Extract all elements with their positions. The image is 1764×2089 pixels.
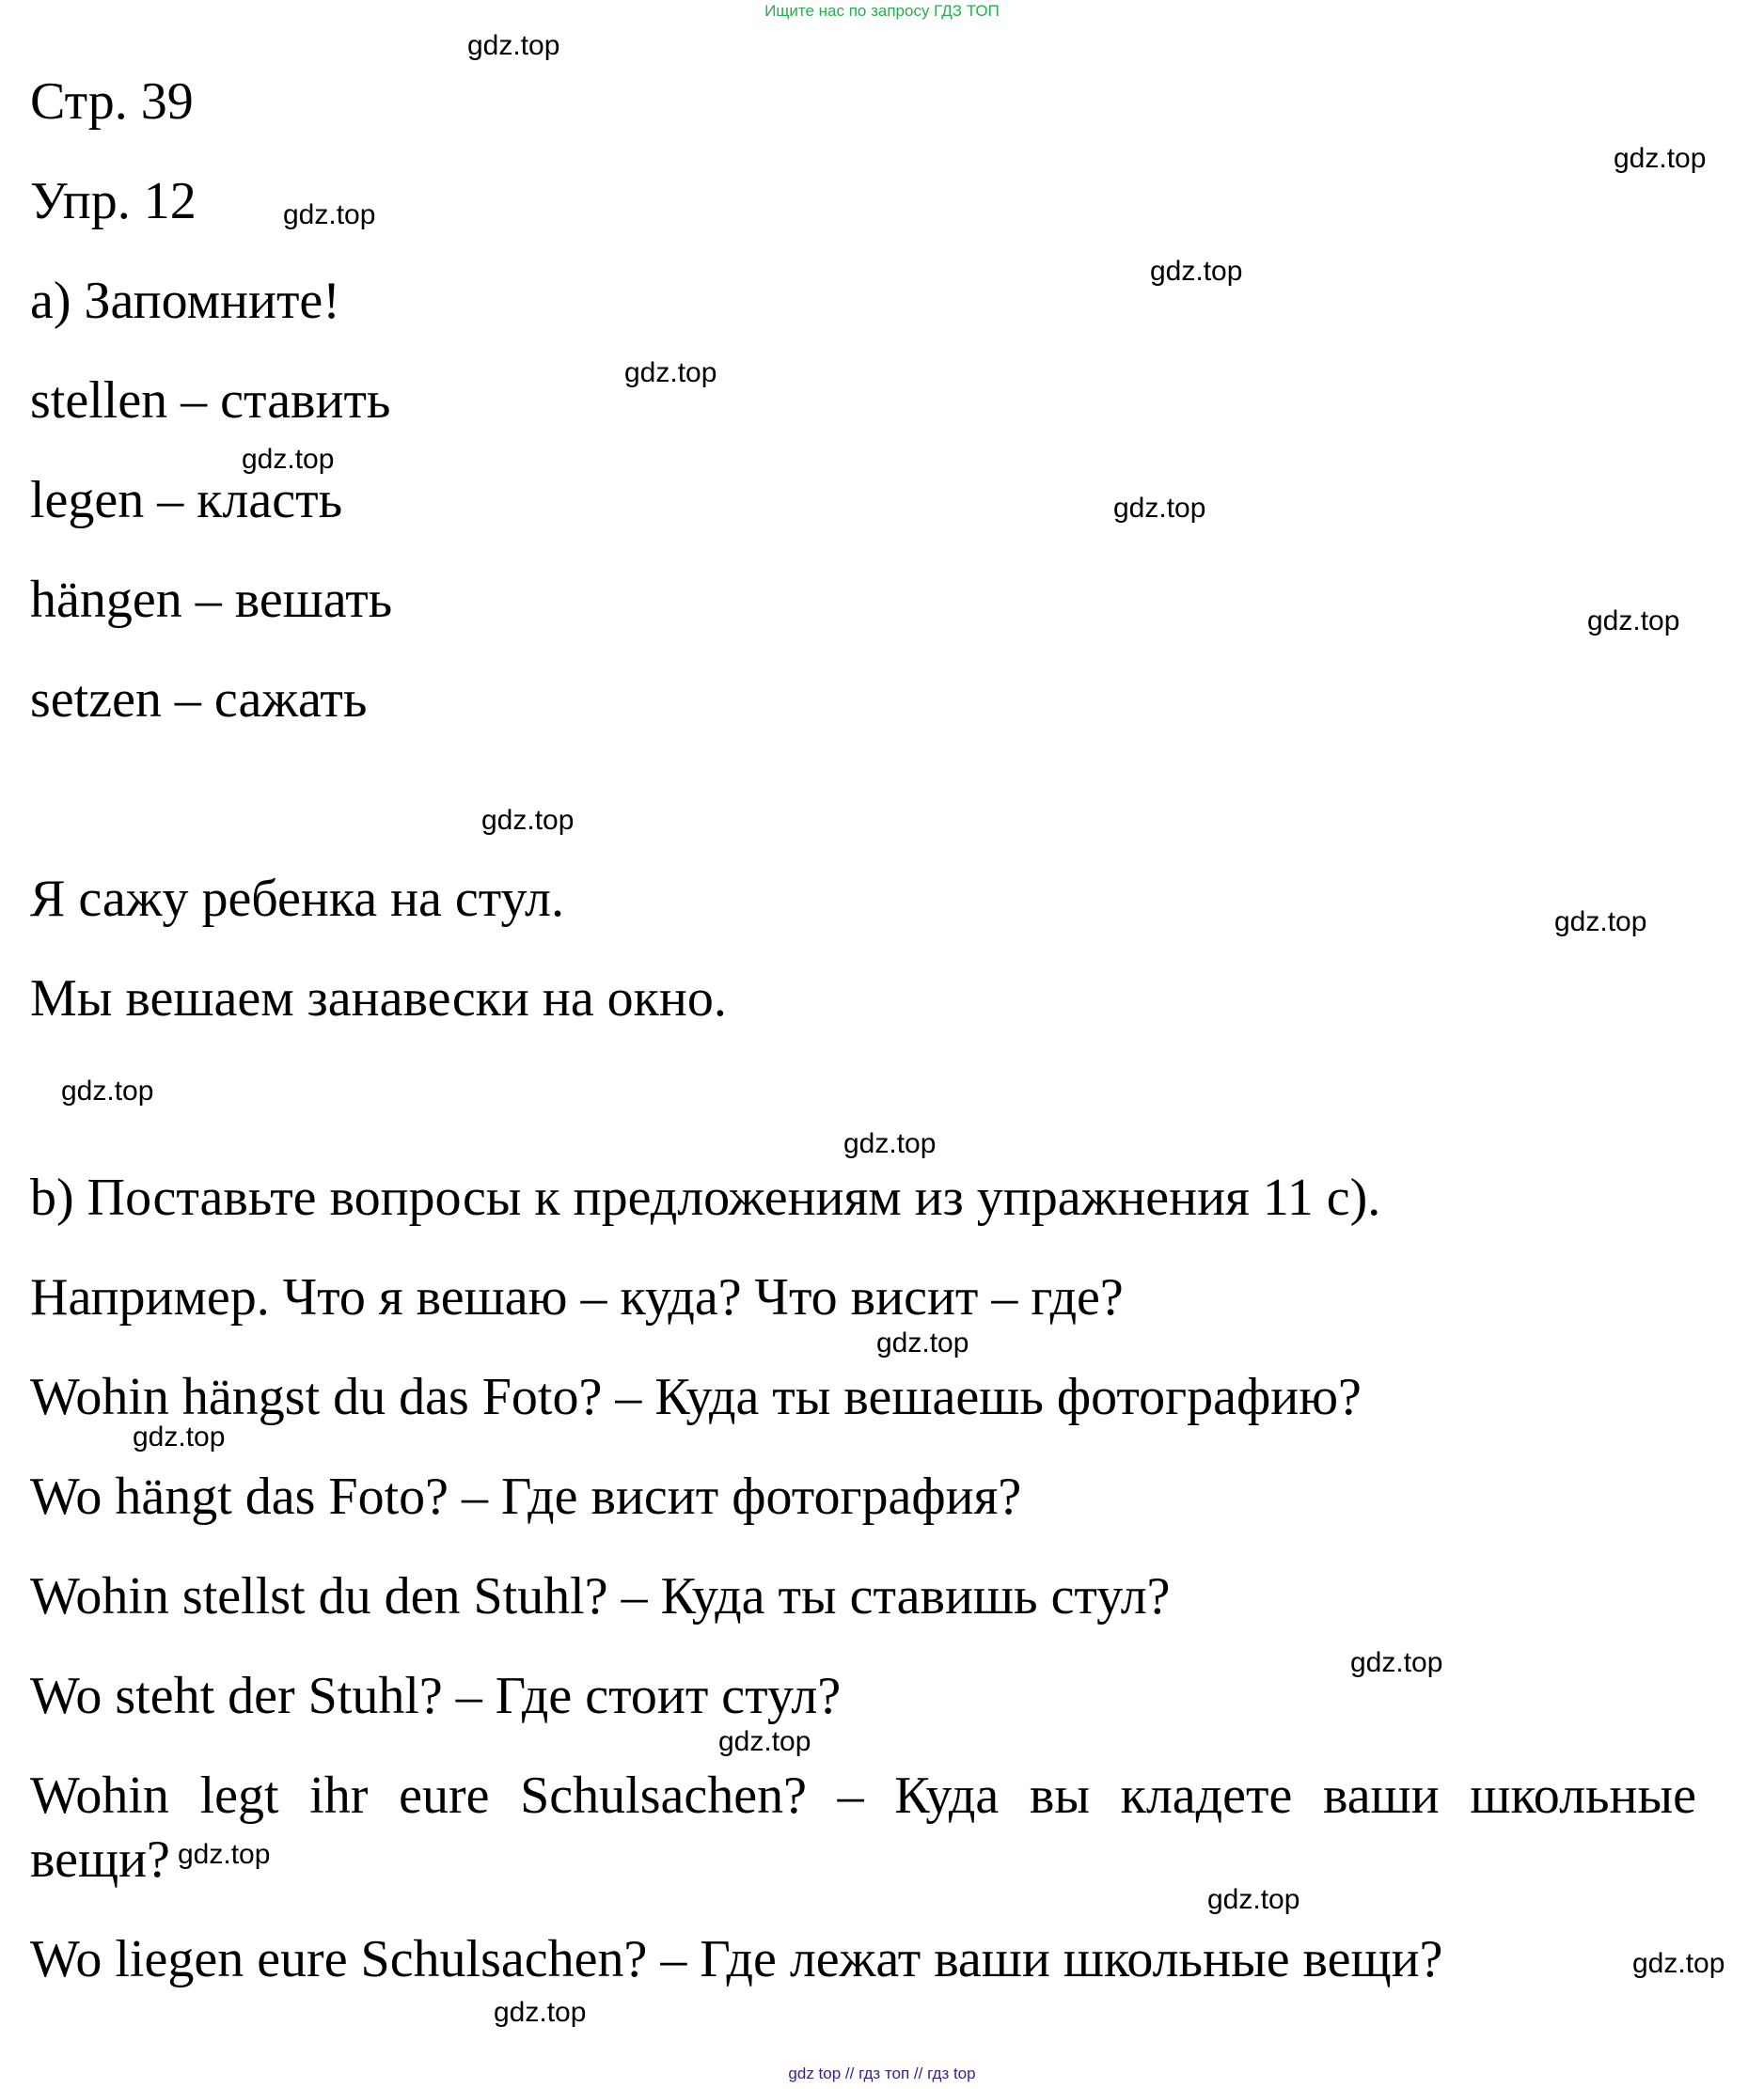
watermark: gdz.top (61, 1076, 154, 1107)
example-sentence: Мы вешаем занавески на окно. (30, 969, 727, 1028)
watermark: gdz.top (481, 805, 575, 836)
part-a-heading: а) Запомните! (30, 272, 340, 330)
watermark: gdz.top (1150, 256, 1243, 287)
answer-line: Wo hängt das Foto? – Где висит фотография? (30, 1468, 1022, 1526)
page-number: Стр. 39 (30, 72, 194, 131)
watermark: gdz.top (718, 1726, 811, 1757)
watermark: gdz.top (1350, 1647, 1443, 1678)
verb-line: legen – класть (30, 471, 343, 529)
watermark: gdz.top (1554, 906, 1647, 937)
watermark: gdz.top (1632, 1948, 1725, 1979)
watermark: gdz.top (283, 199, 376, 230)
watermark: gdz.top (133, 1421, 226, 1453)
watermark: gdz.top (624, 357, 717, 388)
watermark: gdz.top (1587, 605, 1680, 636)
exercise-number: Упр. 12 (30, 172, 197, 230)
watermark: gdz.top (1614, 143, 1707, 174)
answer-line: Wohin hängst du das Foto? – Куда ты вешаешь фотографию? (30, 1368, 1362, 1426)
watermark: gdz.top (178, 1839, 271, 1870)
answer-line: Wo liegen eure Schulsachen? – Где лежат ваши школьные вещи? (30, 1930, 1443, 1988)
verb-line: setzen – сажать (30, 670, 368, 729)
answer-line: Wohin stellst du den Stuhl? – Куда ты ставишь стул? (30, 1567, 1171, 1626)
answer-line: Wohin legt ihr eure Schulsachen? – Куда вы кладете ваши школьные (30, 1767, 1696, 1825)
watermark: gdz.top (843, 1128, 937, 1159)
verb-line: hängen – вешать (30, 571, 393, 629)
watermark: gdz.top (1207, 1884, 1300, 1915)
watermark: gdz.top (1113, 493, 1206, 524)
verb-line: stellen – ставить (30, 371, 391, 430)
watermark: gdz.top (242, 444, 335, 475)
answer-line-continuation: вещи? (30, 1830, 170, 1889)
watermark: gdz.top (467, 30, 560, 61)
watermark: gdz.top (494, 1997, 587, 2028)
example-sentence: Я сажу ребенка на стул. (30, 870, 564, 928)
bottom-banner: gdz top // гдз топ // гдз top (788, 2065, 976, 2082)
part-b-example: Например. Что я вешаю – куда? Что висит – где? (30, 1268, 1124, 1327)
watermark: gdz.top (876, 1327, 969, 1359)
top-banner: Ищите нас по запросу ГДЗ ТОП (764, 2, 1000, 20)
part-b-heading: b) Поставьте вопросы к предложениям из упражнения 11 с). (30, 1169, 1381, 1227)
answer-line: Wo steht der Stuhl? – Где стоит стул? (30, 1667, 842, 1725)
